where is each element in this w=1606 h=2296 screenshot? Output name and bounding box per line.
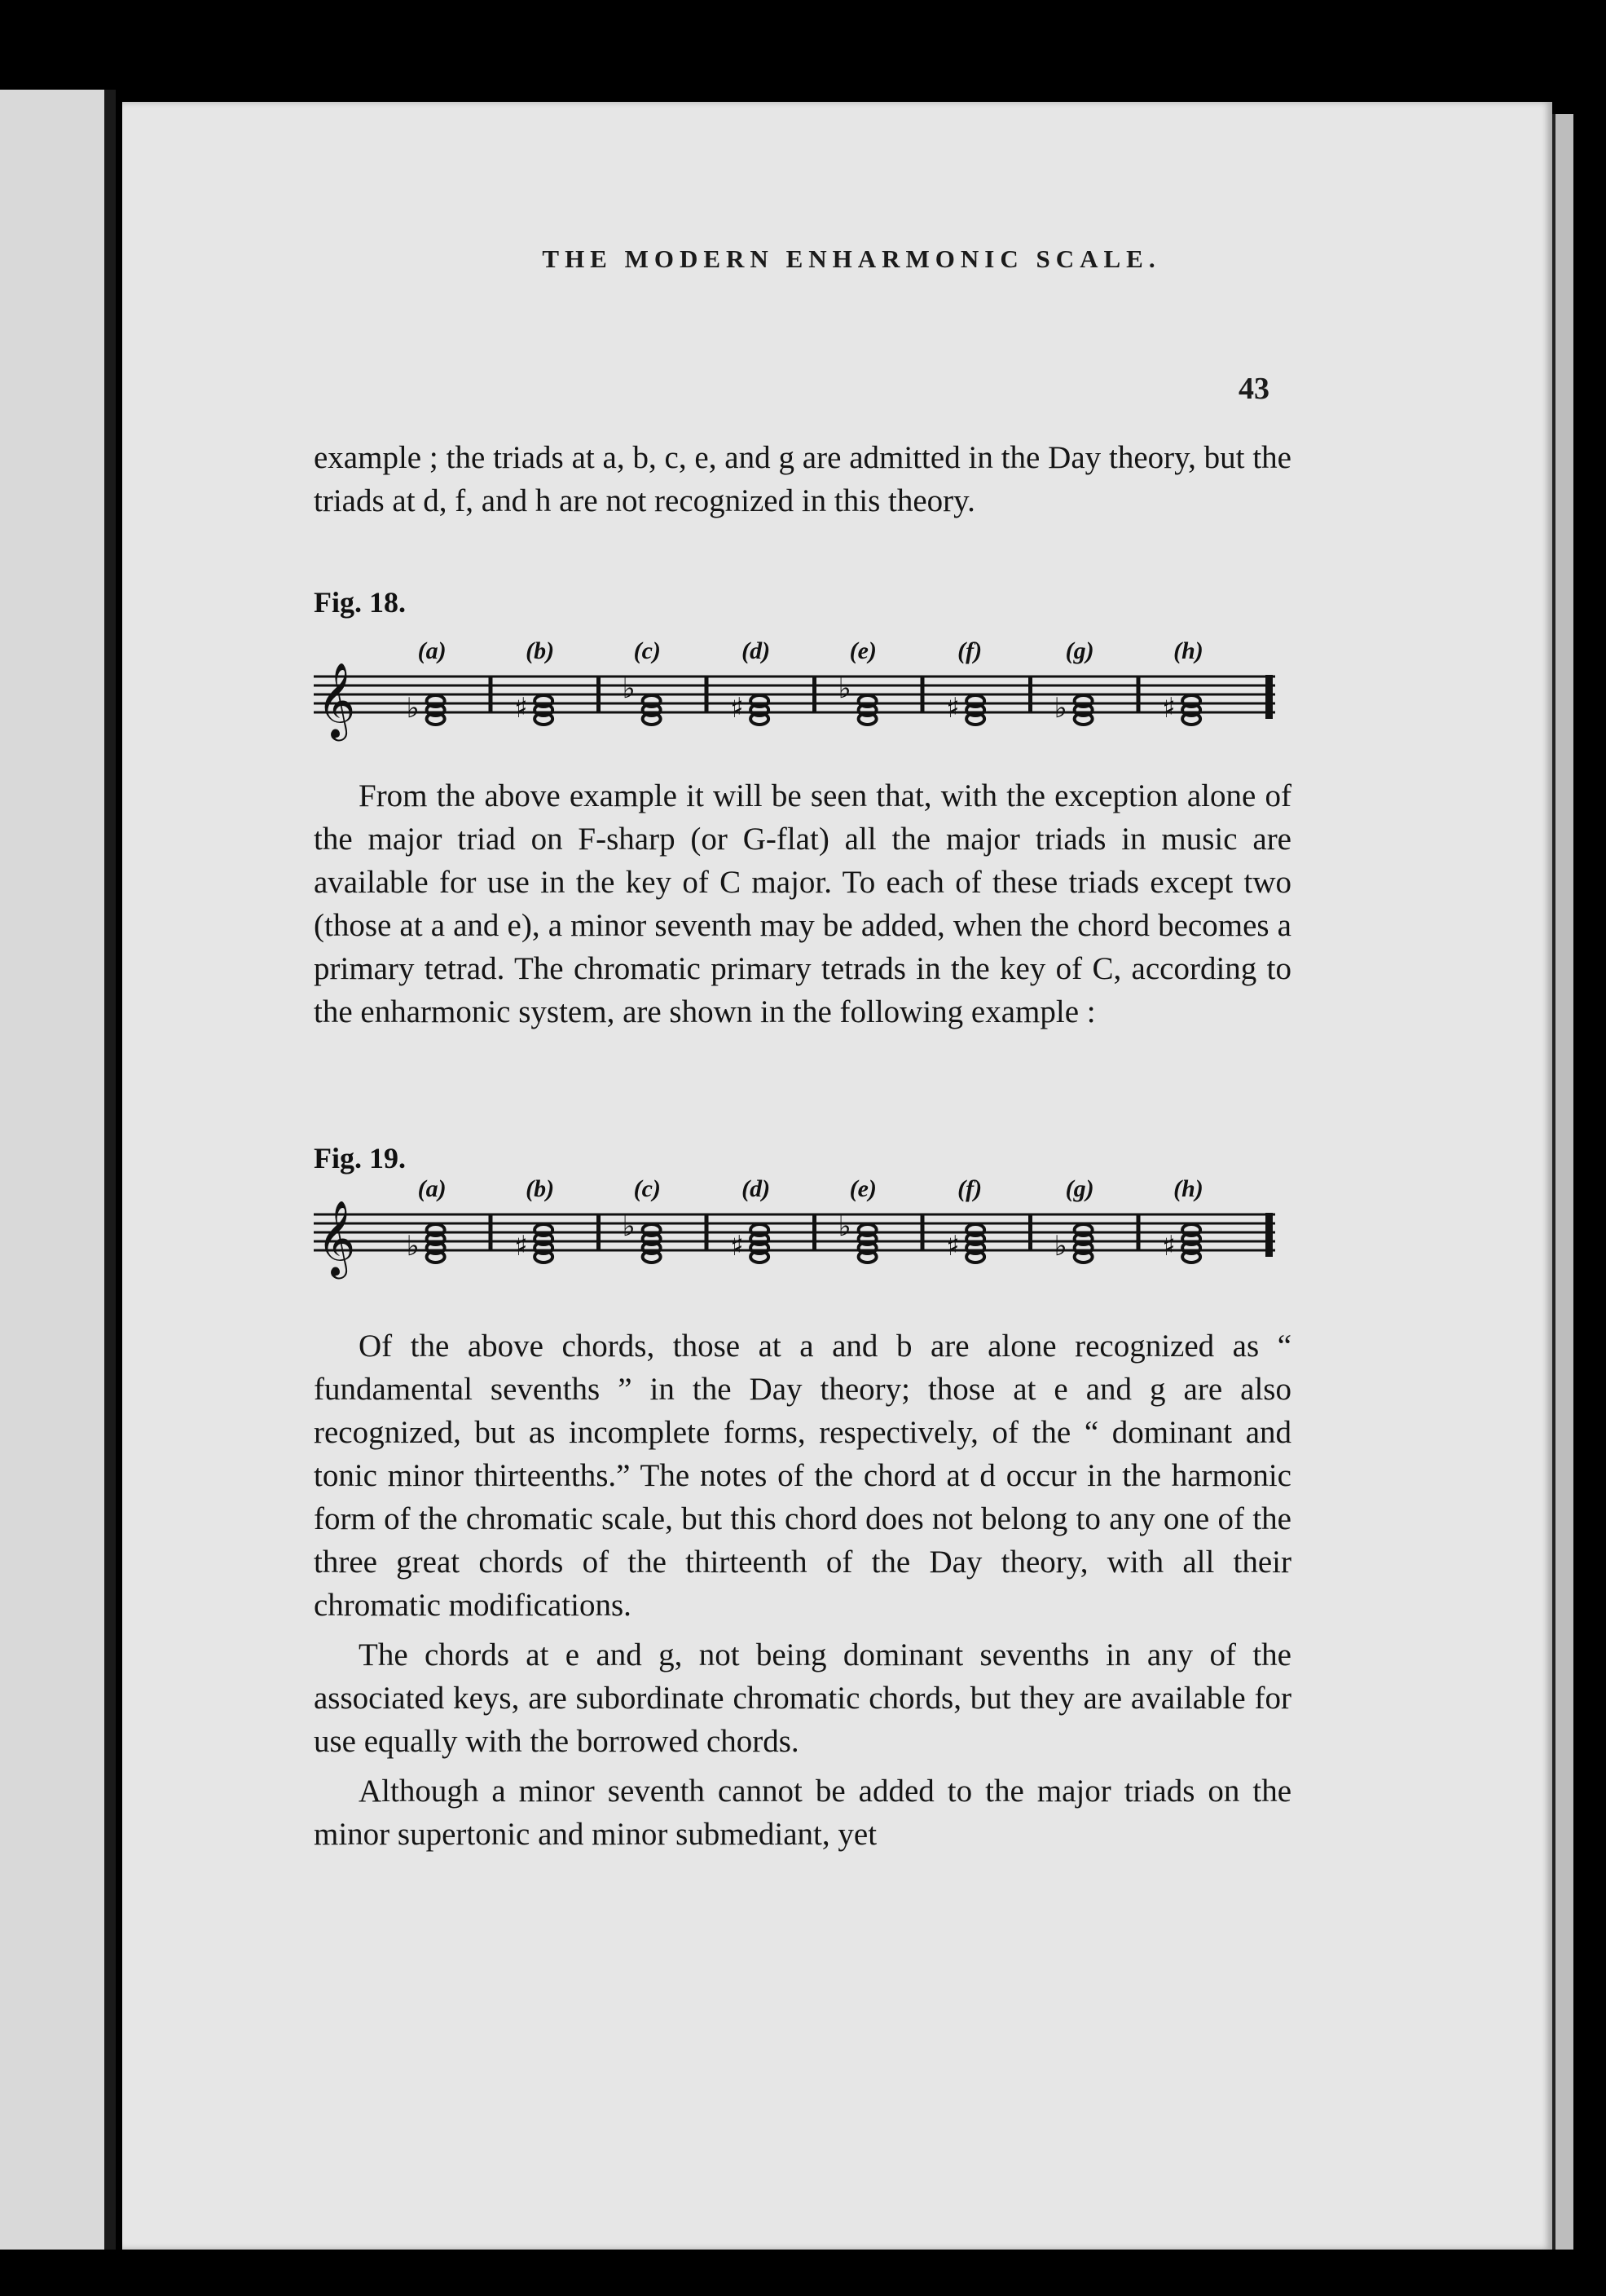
barline	[1137, 676, 1141, 712]
chord-label: (b)	[526, 637, 555, 664]
barline	[921, 1214, 925, 1250]
chord-label: (h)	[1173, 637, 1203, 664]
paragraph-text: From the above example it will be seen that, with the exception alone of the major triad on F-sharp (or G-flat) all the major triads in music are available for use in the key of C major. To each of these triads except two (those at a and e), a minor seventh may be added, when the chord becomes a primary tetrad. The chromatic primary tetrads in the key of C, according to the enharmonic system, are shown in the following example :	[314, 778, 1291, 1029]
flat-icon: ♭	[838, 1210, 851, 1243]
barline	[812, 676, 816, 712]
sharp-icon: ♯	[946, 1230, 960, 1263]
paragraph-1	[314, 436, 1291, 522]
barline	[596, 676, 601, 712]
chord-label: (a)	[417, 637, 447, 664]
flat-icon: ♭	[406, 1230, 420, 1263]
barline	[489, 676, 493, 712]
fig-19-notation	[314, 1157, 1283, 1296]
barline	[1028, 1214, 1032, 1250]
flat-icon: ♭	[406, 692, 420, 725]
flat-icon: ♭	[622, 672, 636, 705]
fig-19-staff	[314, 1157, 1283, 1288]
final-barline	[1265, 1213, 1273, 1257]
chord-label: (e)	[849, 1175, 877, 1202]
barline	[705, 1214, 709, 1250]
chord-label: (d)	[741, 1175, 771, 1202]
paragraph-text: Of the above chords, those at a and b are alone recognized as “ fundamental sevenths ” in the Day theory; those at e and g are also recognized, but as incomplete forms, respectively, of the “ dominant and tonic minor thirteenths.” The notes of the chord at d occur in the harmonic form of the chromatic scale, but this chord does not belong to any one of the three great chords of the thirteenth of the Day theory, with all their chromatic modifications.	[314, 1329, 1291, 1623]
barline	[1137, 1214, 1141, 1250]
barline	[812, 1214, 816, 1250]
chord-label: (c)	[633, 1175, 661, 1202]
flat-icon: ♭	[622, 1210, 636, 1243]
treble-clef-icon: 𝄞	[317, 1200, 356, 1276]
sharp-icon: ♯	[514, 1230, 528, 1263]
page-number: 43	[1239, 372, 1269, 406]
flat-icon: ♭	[838, 672, 851, 705]
chord-label: (b)	[526, 1175, 555, 1202]
chord-label: (g)	[1065, 1175, 1094, 1202]
chord-label: (g)	[1065, 637, 1094, 664]
sharp-icon: ♯	[730, 1230, 744, 1263]
sharp-icon: ♯	[946, 692, 960, 725]
paragraph-2	[314, 774, 1291, 1033]
running-head: THE MODERN ENHARMONIC SCALE.	[542, 245, 1161, 273]
paragraphs-3-5	[314, 1324, 1291, 1856]
barline	[921, 676, 925, 712]
chord-label: (c)	[633, 637, 661, 664]
treble-clef-icon: 𝄞	[317, 662, 356, 738]
sharp-icon: ♯	[730, 692, 744, 725]
sharp-icon: ♯	[1162, 692, 1176, 725]
barline	[489, 1214, 493, 1250]
flat-icon: ♭	[1054, 1230, 1067, 1263]
fig-19-label: Fig. 19.	[314, 1142, 406, 1174]
chord-label: (a)	[417, 1175, 447, 1202]
sharp-icon: ♯	[514, 692, 528, 725]
fig-18-label: Fig. 18.	[314, 586, 406, 619]
chord-label: (e)	[849, 637, 877, 664]
left-page-edge	[0, 90, 114, 2250]
binding-shadow	[104, 90, 116, 2250]
paragraph-text: The chords at e and g, not being dominant sevenths in any of the associated keys, are subordinate chromatic chords, but they are available for use equally with the borrowed chords.	[314, 1637, 1291, 1759]
barline	[596, 1214, 601, 1250]
fig-18-notation	[314, 619, 1283, 750]
sharp-icon: ♯	[1162, 1230, 1176, 1263]
paragraph-text: Although a minor seventh cannot be added to the major triads on the minor supertonic and minor submediant, yet	[314, 1774, 1291, 1852]
chord-label: (d)	[741, 637, 771, 664]
barline	[1028, 676, 1032, 712]
chord-label: (h)	[1173, 1175, 1203, 1202]
chord-label: (f)	[957, 1175, 983, 1202]
paragraph-text: example ; the triads at a, b, c, e, and g are admitted in the Day theory, but the triads at d, f, and h are not recognized in this theory.	[314, 440, 1291, 518]
chord-label: (f)	[957, 637, 983, 664]
barline	[705, 676, 709, 712]
fig-18-staff	[314, 619, 1283, 750]
final-barline	[1265, 675, 1273, 719]
flat-icon: ♭	[1054, 692, 1067, 725]
right-page-edge	[1552, 114, 1573, 2250]
